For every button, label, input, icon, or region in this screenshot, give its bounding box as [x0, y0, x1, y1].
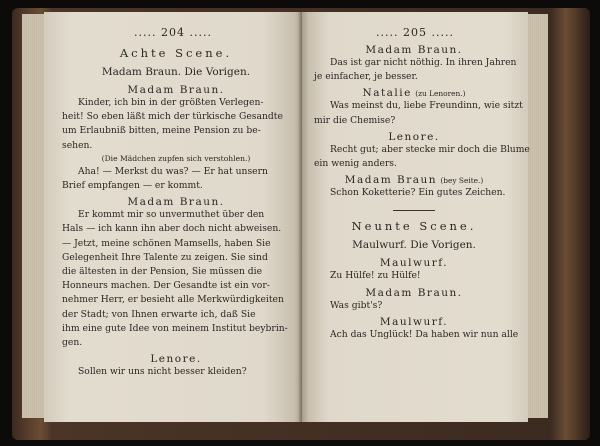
text-line: Kinder, ich bin in der größten Verlegen-	[78, 97, 264, 108]
speech-block	[314, 269, 514, 283]
text-line: — Jetzt, meine schönen Mamsells, haben Sie	[62, 237, 271, 249]
text-line: Hals — ich kann ihn aber doch nicht abweisen.	[62, 223, 282, 235]
text-line: gen.	[62, 337, 83, 349]
speaker-name: Maulwurf.	[379, 257, 449, 270]
speech-block	[314, 299, 514, 313]
speech-block	[314, 186, 514, 200]
text-line: Was gibt's?	[330, 299, 383, 311]
speaker-name: Natalie	[362, 87, 412, 100]
speech-block	[62, 365, 290, 379]
scene-heading: Neunte Scene.	[351, 219, 477, 234]
text-line: Zu Hülfe! zu Hülfe!	[330, 270, 421, 282]
text-line: um Erlaubniß bitten, meine Pension zu be-	[62, 125, 261, 137]
speaker-name: Madam Braun	[344, 174, 438, 187]
speaker-name: Madam Braun.	[127, 84, 225, 96]
speaker-line	[314, 87, 514, 99]
speaker-name: Madam Braun.	[127, 196, 225, 209]
text-line: Das ist gar nicht nöthig. In ihren Jahren	[330, 57, 517, 68]
speaker-name: Madam Braun.	[365, 286, 463, 299]
page-number-left: ..... 204 .....	[134, 26, 212, 39]
speaker-name: Maulwurf.	[379, 315, 449, 328]
text-line: die ältesten in der Pension, Sie müssen die	[62, 266, 263, 278]
text-line: der Stadt; von Ihnen erwarte ich, daß Sie	[62, 308, 256, 320]
text-line: Honneurs machen. Der Gesandte ist ein vor-	[62, 280, 270, 292]
text-line: heit! So eben läßt mich der türkische Gesandte	[62, 111, 283, 123]
speaker-name: Lenore.	[388, 130, 440, 143]
cast-line: Madam Braun. Die Vorigen.	[101, 66, 251, 78]
text-line: Sollen wir uns nicht besser kleiden?	[78, 366, 247, 378]
stage-note: (bey Seite.)	[440, 176, 484, 186]
text-line: Brief empfangen — er kommt.	[62, 180, 203, 192]
stage-note: (zu Lenoren.)	[415, 89, 466, 99]
text-line: je einfacher, je besser.	[314, 71, 418, 83]
text-line: nehmer Herr, er besieht alle Merkwürdigkeiten	[62, 294, 284, 306]
scene-heading: Achte Scene.	[119, 46, 233, 60]
page-number-right: ..... 205 .....	[376, 26, 454, 39]
text-line: Was meinst du, liebe Freundinn, wie sitzt	[330, 100, 523, 112]
text-line: Recht gut; aber stecke mir doch die Blume	[330, 143, 530, 155]
text-line: Gelegenheit Ihre Talente zu zeigen. Sie sind	[62, 251, 268, 263]
scene-divider	[393, 210, 435, 211]
speech-block	[62, 165, 290, 193]
right-page	[302, 12, 528, 422]
speech-block	[314, 99, 523, 127]
speaker-line	[314, 174, 514, 186]
text-line: sehen.	[62, 139, 93, 151]
text-line: ihm eine gute Idee von meinem Institut beybrin-	[62, 322, 288, 334]
speech-block	[62, 96, 290, 153]
text-line: Er kommt mir so unvermuthet über den	[78, 209, 265, 221]
text-line: Aha! — Merkst du was? — Er hat unsern	[78, 165, 268, 177]
text-line: ein wenig anders.	[314, 158, 397, 170]
speaker-name: Madam Braun.	[365, 44, 463, 56]
text-line: mir die Chemise?	[314, 114, 396, 126]
left-page	[44, 12, 302, 422]
speech-block	[62, 208, 290, 350]
page-edges-left	[22, 14, 44, 418]
speech-block	[314, 56, 517, 84]
cast-line: Maulwurf. Die Vorigen.	[352, 239, 476, 252]
speech-block	[314, 328, 519, 342]
speech-block	[314, 143, 530, 171]
speaker-name: Lenore.	[150, 353, 202, 366]
page-edges-right	[526, 14, 548, 418]
text-line: Schon Koketterie? Ein gutes Zeichen.	[330, 187, 506, 199]
stage-direction: (Die Mädchen zupfen sich verstohlen.)	[101, 153, 251, 163]
text-line: Ach das Unglück! Da haben wir nun alle	[330, 328, 519, 340]
